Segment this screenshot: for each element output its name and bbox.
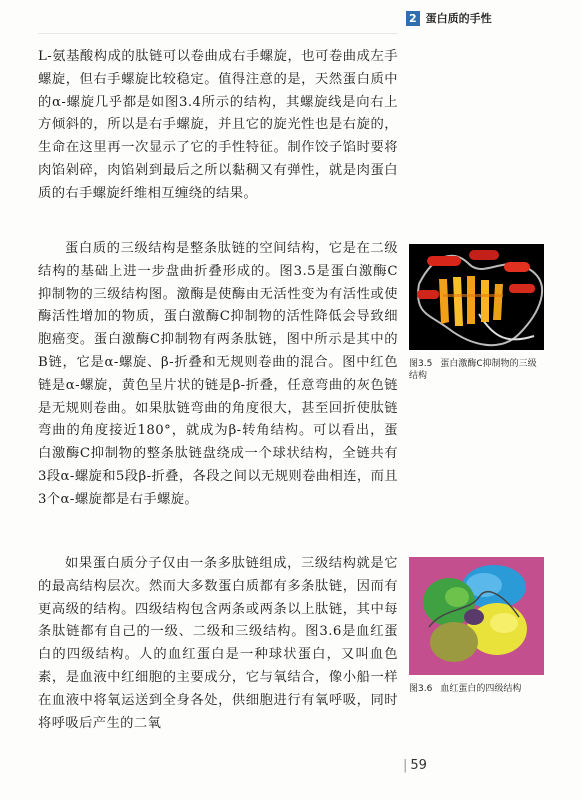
body-paragraph-2 [38, 238, 398, 512]
figure-caption [409, 683, 544, 695]
chapter-header [406, 10, 492, 26]
paragraph-text: 蛋白质的三级结构是整条肽链的空间结构，它是在二级结构的基础上进一步盘曲折叠形成的。图3.5是蛋白激酶C抑制物的三级结构图。激酶是使酶由无活性变为有活性或使酶活性增加的物质，蛋白激酶C抑制物的活性降低会导致细胞癌变。蛋白激酶C抑制物有两条肽链，图中所示是其中的B链，它是α-螺旋、β-折叠和无规则卷曲的混合。图中红色链是α-螺旋，黄色呈片状的链是β-折叠，任意弯曲的灰色链是无规则卷曲。如果肽链弯曲的角度很大，甚至回折使肽链弯曲的角度接近180°，就成为β-转角结构。可以看出，蛋白激酶C抑制物的整条肽链盘绕成一个球状结构，全链共有3段α-螺旋和5段β-折叠，各段之间以无规则卷曲相连，而且3个α-螺旋都是右手螺旋。 [38, 241, 398, 507]
figure-number: 图3.6 [409, 684, 433, 694]
figure-number: 图3.5 [409, 359, 433, 369]
hemoglobin-structure-image [409, 557, 544, 675]
page-number-text: 59 [410, 758, 427, 773]
figure-caption-text: 蛋白激酶C抑制物的三级结构 [409, 359, 537, 381]
chapter-number-badge: 2 [406, 11, 420, 26]
figure-caption [409, 358, 544, 382]
body-paragraph-1 [38, 46, 398, 206]
header-divider [38, 33, 398, 34]
page-number [403, 758, 427, 773]
paragraph-text: L-氨基酸构成的肽链可以卷曲成右手螺旋，也可卷曲成左手螺旋，但右手螺旋比较稳定。值得注意的是，天然蛋白质中的α-螺旋几乎都是如图3.4所示的结构，其螺旋线是向右上方倾斜的，所以是右手螺旋，并且它的旋光性也是右旋的，生命在这里再一次显示了它的手性特征。制作饺子馅时要将肉馅剁碎，肉馅剁到最后之所以黏稠又有弹性，就是肉蛋白质的右手螺旋纤维相互缠绕的结果。 [38, 49, 398, 201]
page-number-divider: | [403, 758, 408, 773]
body-paragraph-3 [38, 553, 398, 735]
figure-3-5 [409, 244, 544, 382]
figure-caption-text: 血红蛋白的四级结构 [440, 684, 522, 694]
protein-kinase-structure-image [409, 244, 544, 350]
figure-3-6 [409, 557, 544, 695]
chapter-title: 蛋白质的手性 [425, 12, 492, 25]
paragraph-text: 如果蛋白质分子仅由一条多肽链组成，三级结构就是它的最高结构层次。然而大多数蛋白质都有多条肽链，因而有更高级的结构。四级结构包含两条或两条以上肽链，其中每条肽链都有自己的一级、二级和三级结构。图3.6是血红蛋白的四级结构。人的血红蛋白是一种球状蛋白，又叫血色素，是血液中红细胞的主要成分，它与氧结合，像小船一样在血液中将氧运送到全身各处，供细胞进行有氧呼吸，同时将呼吸后产生的二氧 [38, 556, 398, 731]
